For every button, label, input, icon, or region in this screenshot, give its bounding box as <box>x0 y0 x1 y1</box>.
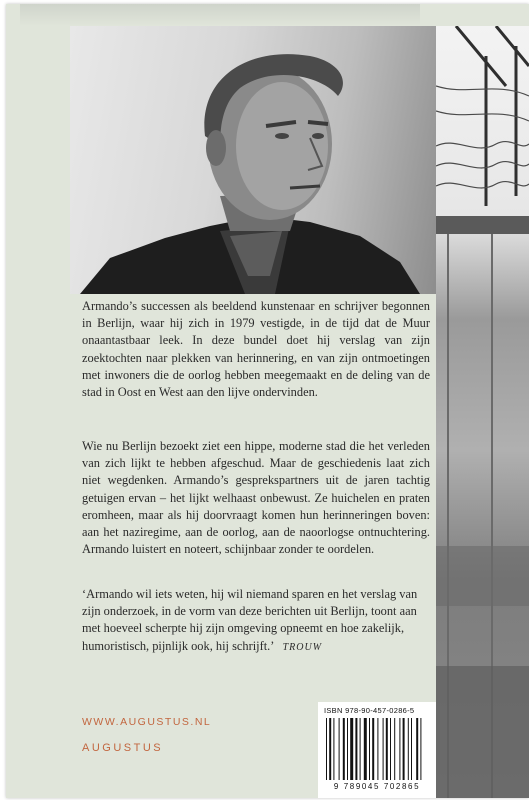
barcode-bar <box>394 718 395 780</box>
barcode-bar <box>360 718 361 780</box>
barcode-bar <box>390 718 391 780</box>
barcode-bar <box>364 718 367 780</box>
isbn-number: ISBN 978-90-457-0286-5 <box>324 706 415 715</box>
publisher-website: WWW.AUGUSTUS.NL <box>82 716 212 728</box>
barcode-bar <box>369 718 370 780</box>
barcode-bar <box>326 718 327 780</box>
barcode-bars <box>326 718 428 780</box>
barcode-digits: 9 789045 702865 <box>333 782 421 791</box>
barcode-bar <box>329 718 331 780</box>
review-quote-source: TROUW <box>282 641 323 653</box>
barcode-bar <box>383 718 384 780</box>
barcode-bar <box>339 718 340 780</box>
barcode-bar <box>403 718 405 780</box>
barcode-bar <box>420 718 421 780</box>
barcode-bar <box>347 718 348 780</box>
author-portrait-photo <box>70 26 436 294</box>
barcode-bar <box>333 718 334 780</box>
barcode-bar <box>408 718 409 780</box>
barcode-bar <box>343 718 345 780</box>
barcode-bar <box>416 718 418 780</box>
barcode-bar <box>386 718 388 780</box>
barcode-bar <box>411 718 412 780</box>
berlin-wall-photo <box>436 26 529 798</box>
description-paragraph-1: Armando’s successen als beeldend kunstenaar en schrijver begonnen in Berlijn, waar hij zich in 1979 vestigde, in de tijd dat de Muur onaantastbaar leek. In deze bundel doet hij verslag van zijn zoektochten naar plekken van herinnering, en van zijn ontmoetingen met inwoners die de oorlog hebben meegemaakt en de deling van de stad in Oost en West aan den lijve ondervinden. <box>82 299 430 400</box>
barcode-bar <box>355 718 357 780</box>
barcode-bar <box>399 718 400 780</box>
review-quote-text: ‘Armando wil iets weten, hij wil niemand sparen en het verslag van zijn onderzoek, in de vorm van deze berichten uit Berlijn, toont aan met hoeveel scherpte hij zijn omgeving opneemt en hoe zakelijk, humoristisch, pijnlijk ook, hij schrijft.’ <box>82 587 418 653</box>
review-quote <box>82 586 430 656</box>
barcode-bar <box>350 718 353 780</box>
book-back-cover <box>6 4 529 798</box>
cover-top-edge <box>20 4 420 26</box>
barcode-block <box>318 702 436 798</box>
barcode-bar <box>372 718 374 780</box>
barcode-bar <box>377 718 378 780</box>
publisher-name: AUGUSTUS <box>82 742 164 754</box>
description-paragraph-2: Wie nu Berlijn bezoekt ziet een hippe, moderne stad die het verleden van zich lijkt te hebben afgeschud. Maar de geschiedenis laat zich niet wegdenken. Armando’s gesprekspartners uit de jaren tachtig getuigen ervan – het lijkt welhaast onbewust. Ze huichelen en praten eromheen, maar als hij doorvraagt komen hun herinneringen boven: aan het naziregime, aan de oorlog, aan de naoorlogse ontnuchtering. Armando luistert en noteert, schijnbaar zonder te oordelen. <box>82 439 430 557</box>
